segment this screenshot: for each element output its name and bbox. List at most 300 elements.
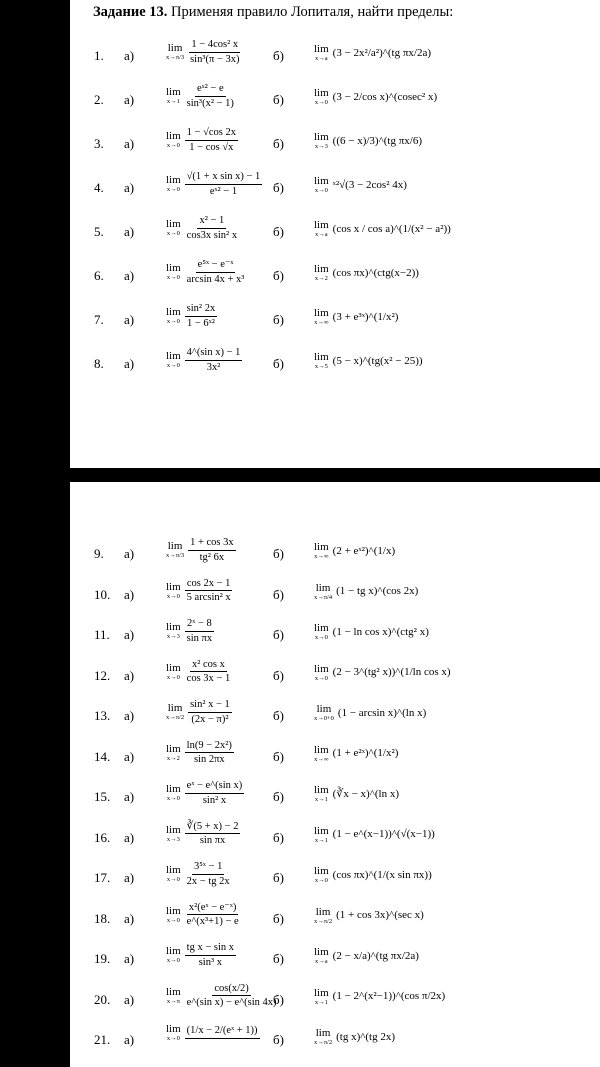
part-a-label: а) <box>124 1032 135 1047</box>
part-a-label: а) <box>124 829 135 845</box>
limit-body: (1 − e^(x−1))^(√(x−1)) <box>332 828 435 841</box>
part-a-expression <box>166 84 236 109</box>
lim-word: lim <box>314 784 329 796</box>
lim-word: lim <box>166 130 181 143</box>
lim-subscript: x→0 <box>166 318 180 326</box>
problem-number: 15. <box>94 789 111 804</box>
lim-subscript: x→2 <box>314 275 328 282</box>
part-b-label: б) <box>273 708 284 723</box>
lim-operator <box>166 744 181 763</box>
task-title <box>93 4 453 21</box>
part-a-expression <box>166 348 242 373</box>
part-a-label: а) <box>124 870 135 885</box>
part-b-label: б) <box>273 586 284 602</box>
lim-operator <box>314 664 329 683</box>
part-a-label: а) <box>124 48 135 63</box>
lim-word: lim <box>314 946 329 958</box>
problem-row <box>70 344 600 384</box>
lim-subscript: x→π/3 <box>166 552 185 560</box>
part-b-expression <box>314 1028 395 1047</box>
limit-body: (1 + e²ˣ)^(1/x²) <box>332 747 399 760</box>
lim-word: lim <box>314 43 329 55</box>
part-a-label: а) <box>124 708 135 723</box>
part-a-expression <box>166 1024 260 1043</box>
lim-word: lim <box>166 661 181 674</box>
part-b-expression <box>314 352 423 371</box>
numerator: cos 2x − 1 <box>185 579 233 592</box>
part-b-expression <box>314 785 399 804</box>
lim-word: lim <box>166 864 181 877</box>
lim-operator <box>166 43 184 62</box>
numerator: (1/x − 2/(eˣ + 1)) <box>185 1026 260 1039</box>
part-b-expression <box>314 623 429 642</box>
part-b-label: б) <box>273 748 284 764</box>
numerator: √(1 + x sin x) − 1 <box>185 172 263 185</box>
part-b-label: б) <box>273 224 284 239</box>
problem-row <box>70 168 600 208</box>
numerator: sin² x − 1 <box>188 700 232 713</box>
problem-number: 10. <box>94 586 111 602</box>
part-b-label: б) <box>273 48 284 63</box>
lim-word: lim <box>315 905 331 918</box>
lim-word: lim <box>314 263 329 275</box>
lim-operator <box>314 704 334 723</box>
limit-body: (3 − 2x²/a²)^(tg πx/2a) <box>332 46 432 59</box>
task-number: Задание 13. <box>93 4 168 20</box>
part-a-label: а) <box>124 224 135 239</box>
part-a-label: а) <box>124 312 135 327</box>
part-b-expression <box>314 44 431 63</box>
part-a-expression <box>166 943 236 968</box>
part-a-expression <box>166 40 241 65</box>
lim-subscript: x→π/4 <box>314 593 333 601</box>
denominator: sin πx <box>199 835 226 846</box>
lim-subscript: x→π <box>166 997 180 1005</box>
fraction <box>185 579 233 604</box>
part-b-expression <box>314 866 432 885</box>
denominator: tg² 6x <box>199 551 225 563</box>
lim-word: lim <box>314 622 329 634</box>
limit-body: (1 − arcsin x)^(ln x) <box>337 706 427 719</box>
problem-row <box>70 256 600 296</box>
problem-row <box>70 124 600 164</box>
lim-word: lim <box>314 219 329 231</box>
fraction <box>185 822 241 847</box>
part-a-label: а) <box>124 546 135 561</box>
lim-subscript: x→a <box>315 55 328 62</box>
lim-subscript: x→0 <box>166 592 180 600</box>
lim-operator <box>166 307 181 326</box>
limit-body: (1 − 2^(x²−1))^(cos π/2x) <box>332 990 446 1003</box>
limit-body: ˣ²√(3 − 2cos² 4x) <box>332 178 407 191</box>
part-a-label: а) <box>124 789 135 804</box>
numerator: 1 + cos 3x <box>188 538 236 551</box>
part-a-expression <box>166 304 217 329</box>
lim-operator <box>314 542 329 561</box>
problem-number: 7. <box>94 312 104 327</box>
denominator: 3x² <box>206 361 221 373</box>
lim-subscript: x→∞ <box>314 755 329 763</box>
lim-operator <box>166 541 184 560</box>
denominator: e^(sin x) − e^(sin 4x) <box>186 997 277 1008</box>
problem-row <box>70 737 600 777</box>
lim-operator <box>314 826 329 845</box>
part-a-label: а) <box>124 92 135 107</box>
lim-word: lim <box>166 742 181 755</box>
problem-row <box>70 1020 600 1060</box>
lim-operator <box>166 1024 181 1043</box>
part-b-expression <box>314 947 419 966</box>
problem-row <box>70 300 600 340</box>
numerator: x² cos x <box>190 660 227 673</box>
lim-word: lim <box>166 174 181 187</box>
lim-subscript: x→3 <box>166 835 180 843</box>
problem-number: 4. <box>94 180 104 195</box>
lim-operator <box>166 865 181 884</box>
fraction <box>185 781 245 806</box>
part-b-label: б) <box>273 991 284 1007</box>
limit-body: (3 − 2/cos x)^(cosec² x) <box>332 90 438 103</box>
lim-word: lim <box>166 218 181 231</box>
denominator: sin πx <box>186 632 213 644</box>
lim-word: lim <box>314 87 329 99</box>
part-b-expression <box>314 704 426 723</box>
limit-body: (1 − ln cos x)^(ctg² x) <box>332 625 429 638</box>
denominator: 1 − cos √x <box>189 141 234 153</box>
lim-operator <box>166 87 181 106</box>
part-a-label: а) <box>124 910 135 926</box>
part-b-expression <box>314 220 451 239</box>
part-b-expression <box>314 542 395 561</box>
denominator: e^(x³+1) − e <box>186 916 239 927</box>
lim-word: lim <box>315 1027 331 1039</box>
problem-number: 3. <box>94 136 104 151</box>
problem-row <box>70 858 600 898</box>
lim-operator <box>166 351 181 370</box>
lim-operator <box>314 947 329 966</box>
lim-operator <box>314 132 329 151</box>
part-a-label: а) <box>124 627 135 642</box>
lim-subscript: x→0 <box>166 230 180 238</box>
problem-number: 9. <box>94 546 104 561</box>
part-b-expression <box>314 132 422 151</box>
problem-row <box>70 212 600 252</box>
lim-word: lim <box>314 307 329 319</box>
limit-body: (cos πx)^(ctg(x−2)) <box>332 266 419 279</box>
lim-word: lim <box>166 350 181 363</box>
numerator: x² − 1 <box>197 216 226 229</box>
lim-word: lim <box>166 783 181 796</box>
part-a-expression <box>166 862 232 887</box>
numerator: tg x − sin x <box>185 943 236 956</box>
lim-operator <box>314 1028 332 1047</box>
lim-operator <box>166 703 184 722</box>
numerator: ln(9 − 2x²) <box>185 741 234 754</box>
problem-row <box>70 777 600 817</box>
lim-subscript: x→1 <box>166 98 180 106</box>
limit-body: (1 + cos 3x)^(sec x) <box>336 909 424 922</box>
problem-row <box>70 980 600 1020</box>
lim-operator <box>166 987 181 1006</box>
numerator: x²(eˣ − e⁻ˣ) <box>187 903 239 916</box>
lim-word: lim <box>314 131 329 143</box>
problem-number: 2. <box>94 92 104 107</box>
lim-operator <box>166 131 181 150</box>
part-a-label: а) <box>124 268 135 283</box>
problem-number: 11. <box>94 627 110 642</box>
problem-number: 12. <box>94 667 111 683</box>
problem-row <box>70 696 600 736</box>
denominator: 2x − tg 2x <box>186 875 230 887</box>
problem-row <box>70 899 600 939</box>
denominator: eˣ² − 1 <box>209 185 238 197</box>
lim-word: lim <box>167 42 183 55</box>
denominator: 1 − 6ˣ² <box>187 317 215 329</box>
limit-body: (1 − tg x)^(cos 2x) <box>336 585 419 598</box>
lim-operator <box>314 352 329 371</box>
lim-operator <box>314 623 329 642</box>
part-b-label: б) <box>273 356 284 371</box>
limit-body: (cos πx)^(1/(x sin πx)) <box>332 868 432 881</box>
lim-operator <box>314 308 329 327</box>
lim-subscript: x→0 <box>166 274 180 282</box>
part-b-expression <box>314 745 398 764</box>
limit-body: (5 − x)^(tg(x² − 25)) <box>332 354 423 367</box>
fraction <box>185 984 279 1009</box>
numerator: 2ˣ − 8 <box>185 619 214 632</box>
lim-subscript: x→0 <box>314 187 328 194</box>
page-1 <box>70 0 600 468</box>
part-b-label: б) <box>273 829 284 845</box>
lim-subscript: x→a <box>315 231 328 238</box>
lim-subscript: x→π/2 <box>314 917 333 925</box>
problem-row <box>70 36 600 76</box>
lim-operator <box>314 176 329 195</box>
lim-operator <box>314 264 329 283</box>
lim-operator <box>314 907 332 926</box>
fraction <box>185 348 243 373</box>
part-a-expression <box>166 660 232 685</box>
fraction <box>185 84 236 109</box>
lim-subscript: x→π/2 <box>166 714 185 722</box>
fraction <box>185 862 232 887</box>
numerator: cos(x/2) <box>212 984 250 997</box>
part-a-expression <box>166 822 240 847</box>
part-b-label: б) <box>273 1032 284 1047</box>
lim-operator <box>166 219 181 238</box>
part-a-label: а) <box>124 136 135 151</box>
fraction <box>185 304 218 329</box>
problem-row <box>70 615 600 655</box>
part-a-expression <box>166 781 244 806</box>
lim-subscript: x→0 <box>166 186 180 194</box>
numerator: eˣ² − e <box>195 84 226 97</box>
lim-operator <box>166 663 181 682</box>
part-b-expression <box>314 988 445 1007</box>
lim-operator <box>166 263 181 282</box>
part-b-label: б) <box>273 92 284 107</box>
problem-number: 14. <box>94 748 111 764</box>
lim-subscript: x→0 <box>166 1035 180 1042</box>
page-2 <box>70 482 600 1067</box>
lim-operator <box>314 866 329 885</box>
lim-word: lim <box>166 823 181 836</box>
lim-word: lim <box>316 703 332 715</box>
part-a-expression <box>166 741 234 766</box>
limit-body: ((6 − x)/3)^(tg πx/6) <box>332 134 422 147</box>
lim-subscript: x→0 <box>314 877 328 884</box>
problem-row <box>70 534 600 574</box>
part-a-expression <box>166 579 233 604</box>
lim-operator <box>166 946 181 965</box>
fraction <box>188 538 236 563</box>
problem-number: 20. <box>94 991 111 1007</box>
lim-word: lim <box>166 86 181 99</box>
lim-subscript: x→π/3 <box>166 54 185 62</box>
lim-operator <box>166 906 181 925</box>
denominator: sin³(x² − 1) <box>186 97 234 109</box>
lim-subscript: x→0 <box>166 916 180 924</box>
part-b-label: б) <box>273 910 284 926</box>
part-a-label: а) <box>124 180 135 195</box>
lim-word: lim <box>314 662 329 675</box>
problem-row <box>70 80 600 120</box>
task-text: Применяя правило Лопиталя, найти пределы: <box>171 4 454 20</box>
part-a-label: а) <box>124 991 135 1007</box>
lim-subscript: x→0 <box>314 674 328 682</box>
fraction <box>185 1026 260 1041</box>
part-a-expression <box>166 619 214 644</box>
numerator: eˣ − e^(sin x) <box>185 781 245 794</box>
lim-subscript: x→∞ <box>314 553 329 560</box>
lim-subscript: x→5 <box>314 363 328 370</box>
denominator: cos3x sin² x <box>186 229 238 241</box>
lim-subscript: x→0 <box>166 362 180 370</box>
fraction <box>185 172 263 197</box>
lim-word: lim <box>166 580 181 593</box>
fraction <box>185 216 239 241</box>
denominator: arcsin 4x + x³ <box>186 273 245 285</box>
part-a-label: а) <box>124 951 135 966</box>
problem-row <box>70 575 600 615</box>
lim-word: lim <box>166 985 181 998</box>
part-a-expression <box>166 128 238 153</box>
limit-body: (tg x)^(tg 2x) <box>336 1030 396 1043</box>
denominator: sin 2πx <box>193 754 225 765</box>
lim-operator <box>314 745 329 764</box>
lim-subscript: x→3 <box>166 633 180 641</box>
limit-body: (2 − x/a)^(tg πx/2a) <box>332 949 419 962</box>
lim-subscript: x→2 <box>166 754 180 762</box>
denominator: sin² x <box>202 794 227 806</box>
part-b-expression <box>314 583 418 602</box>
problem-number: 13. <box>94 708 111 723</box>
lim-word: lim <box>314 743 329 756</box>
denominator: sin³(π − 3x) <box>190 53 240 65</box>
lim-subscript: x→3 <box>314 143 328 150</box>
part-b-expression <box>314 88 437 107</box>
limit-body: (2 + eˣ²)^(1/x) <box>332 544 396 557</box>
denominator <box>220 1039 224 1041</box>
problem-number: 18. <box>94 910 111 926</box>
fraction <box>185 128 238 153</box>
problem-number: 1. <box>94 48 104 63</box>
lim-operator <box>166 582 181 601</box>
lim-word: lim <box>167 540 183 553</box>
lim-subscript: x→0 <box>166 876 180 884</box>
part-b-expression <box>314 308 398 327</box>
lim-subscript: x→π/2 <box>314 1039 333 1046</box>
lim-subscript: x→0 <box>314 99 328 106</box>
lim-word: lim <box>166 945 181 958</box>
part-b-label: б) <box>273 627 284 642</box>
lim-word: lim <box>314 351 329 363</box>
lim-word: lim <box>166 1023 181 1035</box>
part-b-label: б) <box>273 870 284 885</box>
part-b-expression <box>314 664 451 683</box>
part-a-label: а) <box>124 356 135 371</box>
lim-word: lim <box>314 824 329 837</box>
problem-number: 6. <box>94 268 104 283</box>
lim-operator <box>166 175 181 194</box>
numerator: 4^(sin x) − 1 <box>185 348 243 361</box>
numerator: e⁵ˣ − e⁻ˣ <box>196 260 236 273</box>
problem-row <box>70 939 600 979</box>
lim-subscript: x→0 <box>314 634 328 641</box>
part-b-expression <box>314 264 419 283</box>
part-a-expression <box>166 260 246 285</box>
limit-body: (2 − 3^(tg² x))^(1/ln cos x) <box>332 666 451 679</box>
problem-row <box>70 656 600 696</box>
denominator: 5 arcsin² x <box>186 592 231 603</box>
part-b-label: б) <box>273 789 284 804</box>
part-b-label: б) <box>273 268 284 283</box>
part-a-label: а) <box>124 748 135 764</box>
denominator: sin³ x <box>198 956 222 968</box>
lim-subscript: x→1 <box>314 998 328 1006</box>
lim-word: lim <box>166 306 181 319</box>
lim-word: lim <box>166 262 181 275</box>
fraction <box>185 619 214 644</box>
limit-body: (cos x / cos a)^(1/(x² − a²)) <box>332 222 451 235</box>
fraction <box>185 260 247 285</box>
lim-operator <box>314 88 329 107</box>
problem-number: 21. <box>94 1032 111 1047</box>
numerator: ∛(5 + x) − 2 <box>185 822 241 835</box>
lim-word: lim <box>315 581 331 594</box>
denominator: cos 3x − 1 <box>186 673 231 684</box>
denominator: (2x − π)² <box>191 713 229 725</box>
limit-body: (3 + e³ˣ)^(1/x²) <box>332 310 399 323</box>
lim-word: lim <box>166 621 181 634</box>
part-b-label: б) <box>273 180 284 195</box>
part-a-label: а) <box>124 586 135 602</box>
limit-body: (∛x − x)^(ln x) <box>332 787 400 800</box>
fraction <box>185 943 236 968</box>
part-a-expression <box>166 216 239 241</box>
problem-row <box>70 818 600 858</box>
fraction <box>188 40 241 65</box>
lim-word: lim <box>314 865 329 877</box>
part-b-label: б) <box>273 951 284 966</box>
lim-subscript: x→1 <box>314 836 328 844</box>
part-b-expression <box>314 907 424 926</box>
lim-subscript: x→1 <box>314 796 328 803</box>
part-a-expression <box>166 700 232 725</box>
lim-operator <box>314 220 329 239</box>
problem-number: 8. <box>94 356 104 371</box>
part-a-expression <box>166 984 279 1009</box>
